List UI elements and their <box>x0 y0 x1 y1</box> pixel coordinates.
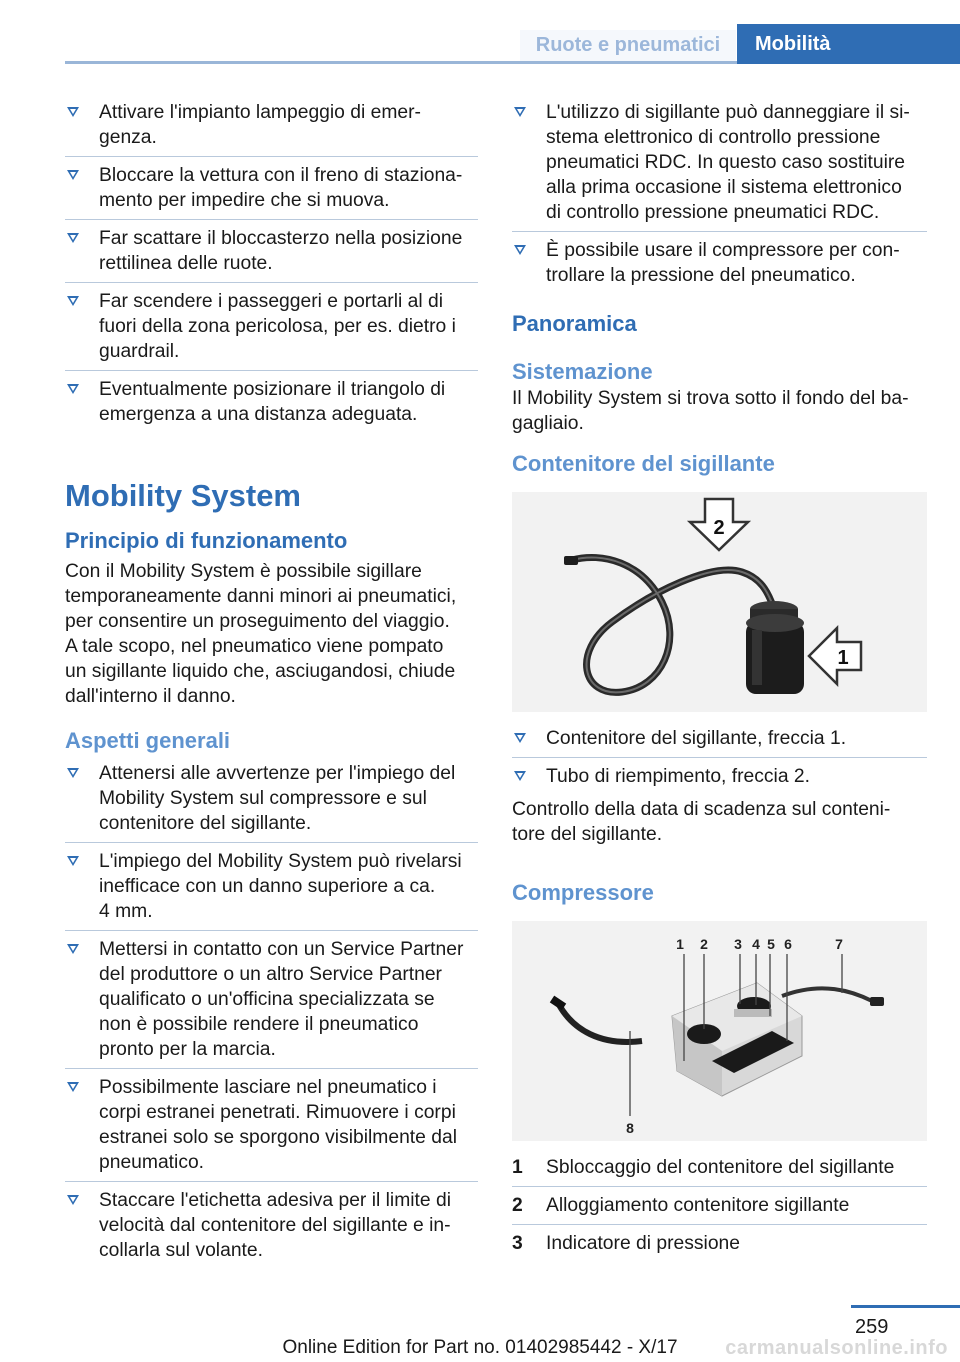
watermark: carmanualsonline.info <box>725 1337 948 1359</box>
sealant-container-illustration <box>512 492 927 712</box>
list-item-text: Far scendere i passeggeri e portarli al di fuori della zona pericolosa, per es. dietro i guardrail. <box>99 291 456 362</box>
edition-footer: Online Edition for Part no. 01402985442 - X/17 <box>282 1337 678 1358</box>
hose-tip <box>564 556 578 565</box>
container-heading: Contenitore del sigillante <box>512 451 775 476</box>
arrow-2-icon <box>690 499 748 550</box>
list-item-text: Attivare l'impianto lampeggio di emer- genza. <box>99 102 421 148</box>
list-item-text: Staccare l'etichetta adesiva per il limite di velocità dal contenitore del sigillante e in- collarla sul volante. <box>99 1190 451 1261</box>
bullet-triangle-icon <box>514 733 526 743</box>
callout-3: 3 <box>734 936 742 952</box>
bullet-triangle-icon <box>514 245 526 255</box>
compressor-heading: Compressore <box>512 880 654 905</box>
arrow-1-icon <box>809 628 861 684</box>
list-item <box>512 764 927 789</box>
list-item <box>65 377 478 427</box>
list-item <box>512 726 927 758</box>
list-item <box>512 100 927 232</box>
compressor-illustration <box>512 921 927 1141</box>
callout-8: 8 <box>626 1120 634 1136</box>
list-item-text: L'impiego del Mobility System può rivelarsi inefficace con un danno superiore a ca. 4 mm. <box>99 851 462 922</box>
safety-steps-list <box>65 100 478 427</box>
list-item <box>512 238 927 288</box>
item-text: Alloggiamento contenitore sigillante <box>546 1195 850 1216</box>
section-title: Mobility System <box>65 478 301 513</box>
svg-text:2: 2 <box>713 517 725 539</box>
list-item-text: È possibile usare il compressore per con- trollare la pressione del pneumatico. <box>546 240 900 286</box>
compressor-figure <box>512 921 927 1141</box>
callout-4: 4 <box>752 936 760 952</box>
callout-7: 7 <box>835 936 843 952</box>
list-item <box>65 163 478 220</box>
bullet-triangle-icon <box>67 1195 79 1205</box>
list-item <box>512 1155 927 1187</box>
list-item <box>65 1075 478 1182</box>
list-item-text: Tubo di riempimento, freccia 2. <box>546 766 810 787</box>
list-item <box>65 849 478 931</box>
right-column <box>512 100 927 1256</box>
principle-heading: Principio di funzionamento <box>65 528 348 553</box>
compressor-parts-list <box>512 1155 927 1256</box>
bullet-triangle-icon <box>67 233 79 243</box>
callout-5: 5 <box>767 936 775 952</box>
bullet-triangle-icon <box>514 771 526 781</box>
principle-text: Con il Mobility System è possibile sigillare temporaneamente danni minori ai pneumatici, per consentire un proseguimento del viaggio. A tale scopo, nel pneumatico viene pompato un sigillante liquido che, asciugandosi, chiude dall'interno il danno. <box>65 561 457 707</box>
rdc-notes-list <box>512 100 927 288</box>
overview-heading: Panoramica <box>512 311 637 336</box>
item-text: Sbloccaggio del contenitore del sigillante <box>546 1157 895 1178</box>
item-text: Indicatore di pressione <box>546 1233 740 1254</box>
svg-text:1: 1 <box>837 647 849 669</box>
left-column <box>65 100 478 1263</box>
location-text: Il Mobility System si trova sotto il fondo del ba- gagliaio. <box>512 388 909 434</box>
list-item <box>65 289 478 371</box>
list-item <box>65 226 478 283</box>
list-item-text: Mettersi in contatto con un Service Partner del produttore o un altro Service Partner qualificato o un'officina specializzata se non è possibile rendere il pneumatico pronto per la marcia. <box>99 939 464 1060</box>
list-item-text: Possibilmente lasciare nel pneumatico i corpi estranei penetrati. Rimuovere i corpi estranei solo se sporgono visibilmente dal pneumatico. <box>99 1077 457 1173</box>
general-notes-list <box>65 761 478 1263</box>
header-section-tab: Ruote e pneumatici <box>520 30 736 61</box>
list-item <box>65 1188 478 1263</box>
item-number: 1 <box>512 1157 523 1178</box>
bullet-triangle-icon <box>67 170 79 180</box>
bullet-triangle-icon <box>67 1082 79 1092</box>
container-parts-list <box>512 726 927 789</box>
general-heading: Aspetti generali <box>65 728 231 753</box>
bullet-triangle-icon <box>67 856 79 866</box>
bullet-triangle-icon <box>67 944 79 954</box>
page-number-rule <box>851 1305 960 1308</box>
bullet-triangle-icon <box>67 768 79 778</box>
expiry-check-text: Controllo della data di scadenza sul conteni- tore del sigillante. <box>512 799 891 845</box>
list-item-text: Attenersi alle avvertenze per l'impiego del Mobility System sul compressore e sul contenitore del sigillante. <box>99 763 456 834</box>
location-heading: Sistemazione <box>512 359 653 384</box>
list-item <box>65 937 478 1069</box>
list-item <box>65 761 478 843</box>
bullet-triangle-icon <box>67 107 79 117</box>
item-number: 3 <box>512 1233 523 1254</box>
list-item <box>512 1193 927 1225</box>
callout-2: 2 <box>700 936 708 952</box>
bullet-triangle-icon <box>67 296 79 306</box>
list-item <box>65 100 478 157</box>
list-item-text: Eventualmente posizionare il triangolo di emergenza a una distanza adeguata. <box>99 379 446 425</box>
header-chapter-tab: Mobilità <box>737 24 960 64</box>
bullet-triangle-icon <box>67 384 79 394</box>
list-item-text: Far scattare il bloccasterzo nella posizione rettilinea delle ruote. <box>99 228 463 274</box>
list-item-text: Bloccare la vettura con il freno di staziona- mento per impedire che si muova. <box>99 165 463 211</box>
list-item-text: Contenitore del sigillante, freccia 1. <box>546 728 847 749</box>
sealant-container-figure <box>512 492 927 712</box>
list-item-text: L'utilizzo di sigillante può danneggiare il si- stema elettronico di controllo pressione pneumatici RDC. In questo caso sostituire alla prima occasione il sistema elettronico di controllo pressione pneumatici RDC. <box>546 102 910 223</box>
bullet-triangle-icon <box>514 107 526 117</box>
page-number: 259 <box>855 1316 889 1338</box>
list-item <box>512 1231 927 1256</box>
item-number: 2 <box>512 1195 523 1216</box>
callout-1: 1 <box>676 936 684 952</box>
callout-6: 6 <box>784 936 792 952</box>
